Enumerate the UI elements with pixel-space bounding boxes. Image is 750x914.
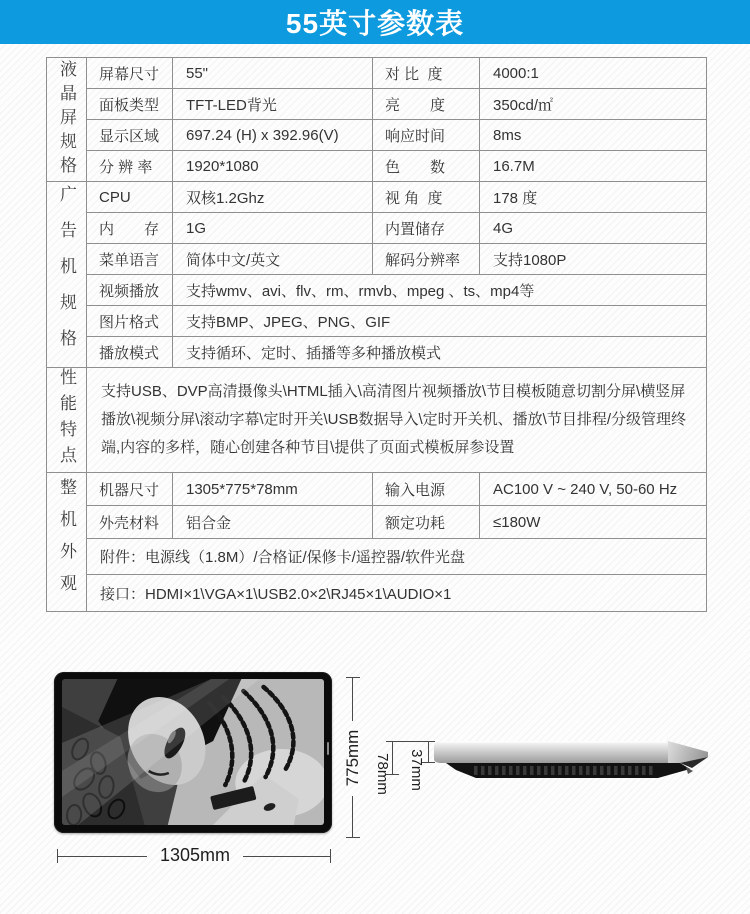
dimension-tick xyxy=(346,837,360,838)
group-label-features: 性能特点 xyxy=(57,368,76,472)
dimension-line xyxy=(57,856,147,857)
spec-value: 1305*775*78mm xyxy=(173,473,373,506)
spec-value: 支持1080P xyxy=(480,244,707,275)
front-view xyxy=(54,672,332,833)
table-row xyxy=(47,151,707,182)
spec-label: CPU xyxy=(87,182,173,213)
spec-value: 支持BMP、JPEG、PNG、GIF xyxy=(173,306,707,337)
table-row xyxy=(47,337,707,368)
spec-value: 双核1.2Ghz xyxy=(173,182,373,213)
dimension-total-thickness-label: 78mm xyxy=(374,753,391,795)
spec-value: 1920*1080 xyxy=(173,151,373,182)
spec-label: 输入电源 xyxy=(373,473,480,506)
spec-label: 对 比 度 xyxy=(373,58,480,89)
spec-label: 亮 度 xyxy=(373,89,480,120)
spec-value: 4000:1 xyxy=(480,58,707,89)
spec-label: 内 存 xyxy=(87,213,173,244)
dimension-line xyxy=(392,741,393,774)
spec-label: 额定功耗 xyxy=(373,506,480,539)
spec-label: 响应时间 xyxy=(373,120,480,151)
bezel-logo xyxy=(327,742,329,755)
group-cell-player xyxy=(47,182,87,368)
spec-value: 支持wmv、avi、flv、rm、rmvb、mpeg 、ts、mp4等 xyxy=(173,275,707,306)
spec-value: 178 度 xyxy=(480,182,707,213)
side-view xyxy=(430,727,715,791)
dimension-line xyxy=(243,856,331,857)
dimension-width-label: 1305mm xyxy=(159,845,231,865)
spec-label: 播放模式 xyxy=(87,337,173,368)
spec-value: 8ms xyxy=(480,120,707,151)
table-row xyxy=(47,306,707,337)
table-row xyxy=(47,120,707,151)
dimension-line xyxy=(428,741,429,762)
table-row xyxy=(47,506,707,539)
table-row xyxy=(47,473,707,506)
spec-label: 显示区域 xyxy=(87,120,173,151)
spec-label: 视 角 度 xyxy=(373,182,480,213)
ports-text: 接口：HDMI×1\VGA×1\USB2.0×2\RJ45×1\AUDIO×1 xyxy=(87,575,707,612)
dimension-line xyxy=(352,677,353,721)
screen-photo-art xyxy=(62,679,324,825)
group-label-appearance: 整机外观 xyxy=(57,478,76,606)
dimension-tick xyxy=(346,677,360,678)
group-cell-appearance xyxy=(47,473,87,612)
spec-value: 55" xyxy=(173,58,373,89)
group-cell-features xyxy=(47,368,87,473)
spec-value: 350cd/㎡ xyxy=(480,89,707,120)
table-row xyxy=(47,575,707,612)
table-row xyxy=(47,368,707,473)
spec-value: ≤180W xyxy=(480,506,707,539)
spec-label: 机器尺寸 xyxy=(87,473,173,506)
spec-table xyxy=(46,57,707,612)
spec-label: 分 辨 率 xyxy=(87,151,173,182)
table-row xyxy=(47,213,707,244)
screen-photo xyxy=(62,679,324,825)
spec-label: 解码分辨率 xyxy=(373,244,480,275)
group-cell-lcd xyxy=(47,58,87,182)
spec-label: 外壳材料 xyxy=(87,506,173,539)
dimension-line xyxy=(352,796,353,838)
features-text: 支持USB、DVP高清摄像头\HTML插入\高清图片视频播放\节目模板随意切割分屏\横竖屏播放\视频分屏\滚动字幕\定时开关\USB数据导入\定时开关机、播放\节目排程/分级管理终端,内容的多样，随心创建各种节目\提供了页面式模板屏参设置 xyxy=(87,368,707,473)
spec-value: 697.24 (H) x 392.96(V) xyxy=(173,120,373,151)
dimension-panel-thickness-label: 37mm xyxy=(408,749,425,791)
spec-label: 图片格式 xyxy=(87,306,173,337)
spec-label: 色 数 xyxy=(373,151,480,182)
dimension-height-label: 775mm xyxy=(343,729,362,787)
spec-label: 面板类型 xyxy=(87,89,173,120)
group-label-lcd: 液晶屏规格 xyxy=(57,59,76,180)
spec-value: 16.7M xyxy=(480,151,707,182)
spec-value: 简体中文/英文 xyxy=(173,244,373,275)
table-row xyxy=(47,89,707,120)
spec-label: 菜单语言 xyxy=(87,244,173,275)
spec-label: 内置储存 xyxy=(373,213,480,244)
spec-label: 屏幕尺寸 xyxy=(87,58,173,89)
table-row xyxy=(47,539,707,575)
spec-value: TFT-LED背光 xyxy=(173,89,373,120)
spec-value: 1G xyxy=(173,213,373,244)
spec-value: 支持循环、定时、插播等多种播放模式 xyxy=(173,337,707,368)
spec-value: 铝合金 xyxy=(173,506,373,539)
accessories-text: 附件：电源线（1.8M）/合格证/保修卡/遥控器/软件光盘 xyxy=(87,539,707,575)
page-title: 55英寸参数表 xyxy=(285,8,465,39)
spec-label: 视频播放 xyxy=(87,275,173,306)
title-bar xyxy=(0,0,750,44)
table-row xyxy=(47,58,707,89)
spec-value: AC100 V ~ 240 V, 50-60 Hz xyxy=(480,473,707,506)
table-row xyxy=(47,182,707,213)
group-label-player: 广告机规格 xyxy=(57,184,76,365)
table-row xyxy=(47,275,707,306)
side-view-art xyxy=(430,727,715,791)
spec-value: 4G xyxy=(480,213,707,244)
table-row xyxy=(47,244,707,275)
